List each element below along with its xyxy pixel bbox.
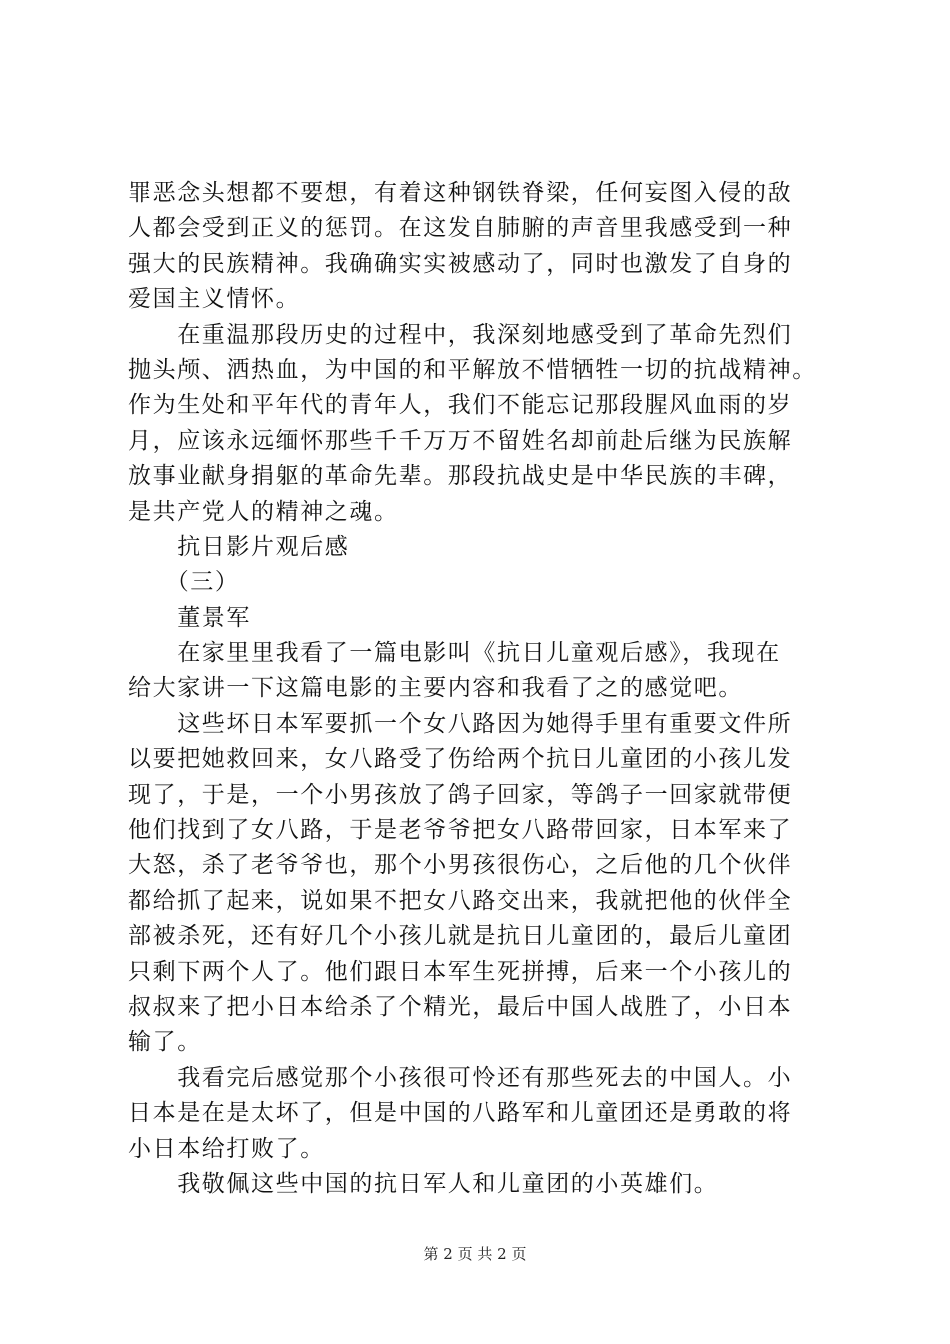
text-line: 放事业献身捐躯的革命先辈。那段抗战史是中华民族的丰碑， [128,463,793,490]
text-line: 以要把她救回来，女八路受了伤给两个抗日儿童团的小孩儿发 [128,746,793,773]
text-line: 给大家讲一下这篇电影的主要内容和我看了之的感觉吧。 [128,675,743,702]
text-line: 月，应该永远缅怀那些千千万万不留姓名却前赴后继为民族解 [128,427,793,454]
text-line: 现了，于是，一个小男孩放了鸽子回家，等鸽子一回家就带便 [128,781,793,808]
text-line: 抗日影片观后感 [128,533,350,560]
text-line: 作为生处和平年代的青年人，我们不能忘记那段腥风血雨的岁 [128,392,793,419]
text-line: （三） [128,569,240,596]
text-line: 部被杀死，还有好几个小孩儿就是抗日儿童团的，最后儿童团 [128,923,793,950]
text-line: 我敬佩这些中国的抗日军人和儿童团的小英雄们。 [128,1170,719,1197]
text-line: 罪恶念头想都不要想，有着这种钢铁脊梁，任何妄图入侵的敌 [128,180,793,206]
text-line: 是共产党人的精神之魂。 [128,498,399,525]
text-line: 他们找到了女八路，于是老爷爷把女八路带回家，日本军来了 [128,817,793,844]
text-line: 叔叔来了把小日本给杀了个精光，最后中国人战胜了，小日本 [128,993,793,1020]
text-line: 强大的民族精神。我确确实实被感动了，同时也激发了自身的 [128,250,793,277]
text-line: 日本是在是太坏了，但是中国的八路军和儿童团还是勇敢的将 [128,1100,793,1127]
text-line: 人都会受到正义的惩罚。在这发自肺腑的声音里我感受到一种 [128,215,793,242]
text-line: 爱国主义情怀。 [128,286,301,313]
page-footer: 第 2 页 共 2 页 [423,1245,527,1263]
text-line: 只剩下两个人了。他们跟日本军生死拼搏，后来一个小孩儿的 [128,958,793,985]
text-line: 都给抓了起来，说如果不把女八路交出来，我就把他的伙伴全 [128,887,793,914]
text-line: 在重温那段历史的过程中，我深刻地感受到了革命先烈们 [128,321,793,348]
text-line: 在家里里我看了一篇电影叫《抗日儿童观后感》，我现在 [128,640,781,667]
text-line: 大怒，杀了老爷爷也，那个小男孩很伤心，之后他的几个伙伴 [128,852,793,879]
text-line: 抛头颅、洒热血，为中国的和平解放不惜牺牲一切的抗战精神。 [128,356,817,383]
text-line: 董景军 [128,604,251,631]
text-line: 我看完后感觉那个小孩很可怜还有那些死去的中国人。小 [128,1064,793,1091]
text-line: 输了。 [128,1029,202,1056]
document-body [128,176,838,1202]
text-line: 小日本给打败了。 [128,1135,325,1162]
text-line: 这些坏日本军要抓一个女八路因为她得手里有重要文件所 [128,710,793,737]
